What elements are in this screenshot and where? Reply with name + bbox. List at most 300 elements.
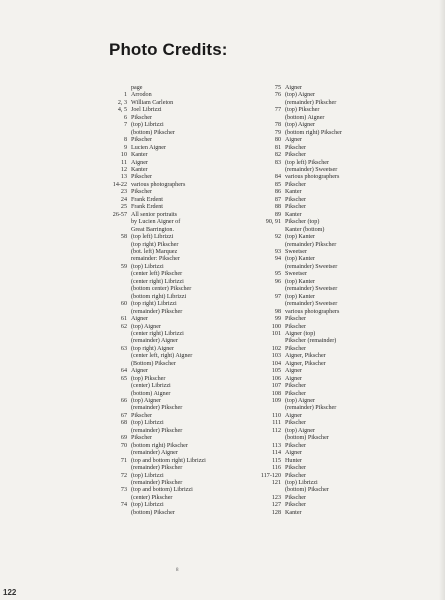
credit-photographer: (top right) Aigner <box>131 345 174 352</box>
credit-entry <box>107 435 257 442</box>
credit-page-number: 73 <box>120 487 127 494</box>
credit-photographer: Pikscher <box>285 323 306 330</box>
credit-photographer: Aigner <box>285 375 302 382</box>
credit-page-number: 103 <box>271 353 281 360</box>
credit-entry <box>258 420 408 427</box>
credit-entry <box>107 264 257 271</box>
credit-page-number: 110 <box>272 412 281 419</box>
credit-photographer: (top) Aigner <box>285 398 315 405</box>
credit-page-number: 83 <box>274 159 281 166</box>
credit-page-number <box>107 510 131 517</box>
credit-entry <box>107 286 257 293</box>
credit-photographer: Pikscher <box>131 435 152 442</box>
credit-photographer: (Bottom) Pikscher <box>131 360 176 367</box>
credit-entry <box>258 167 408 174</box>
credit-photographer: (top) Aigner <box>285 122 315 129</box>
credit-page-number <box>258 301 285 308</box>
credit-photographer: Joel Librizzi <box>131 107 162 114</box>
credit-entry <box>107 294 257 301</box>
credit-page-number: 71 <box>120 457 127 464</box>
credit-entry <box>258 189 408 196</box>
credit-entry <box>107 115 257 122</box>
credit-photographer: (bottom) Aigner <box>131 390 171 397</box>
credit-entry <box>107 398 257 405</box>
credit-page-number <box>107 286 131 293</box>
credit-page-number: 11 <box>121 159 127 166</box>
credit-entry <box>258 152 408 159</box>
credit-page-number: 80 <box>274 137 281 144</box>
credit-page-number <box>107 249 131 256</box>
credit-entry <box>258 264 408 271</box>
credit-entry <box>107 152 257 159</box>
credit-photographer: Aigner <box>285 137 302 144</box>
credit-page-number: 14-22 <box>112 181 127 188</box>
credit-entry <box>258 234 408 241</box>
credit-page-number: 8 <box>123 137 127 144</box>
credit-page-number: 4, 5 <box>117 107 127 114</box>
credit-entry <box>258 122 408 129</box>
credit-photographer: Pikscher <box>285 390 306 397</box>
credit-photographer: (center right) Librizzi <box>131 278 184 285</box>
credit-entry <box>258 376 408 383</box>
credit-photographer: various photographers <box>131 181 186 188</box>
credit-entry <box>258 413 408 420</box>
credit-page-number: 82 <box>274 152 281 159</box>
credit-page-number: 2, 3 <box>117 99 127 106</box>
credit-photographer: (top right) Librizzi <box>131 301 177 308</box>
credit-page-number <box>107 219 131 226</box>
credit-page-number: 117-120 <box>260 472 281 479</box>
page-number: 122 <box>3 588 17 597</box>
credit-entry <box>107 107 257 114</box>
credit-entry <box>107 420 257 427</box>
credit-page-number: 101 <box>271 330 281 337</box>
credit-entry <box>258 219 408 226</box>
credit-photographer: (bottom center) Pikscher <box>131 286 192 293</box>
credit-page-number <box>107 242 131 249</box>
credit-page-number <box>258 435 285 442</box>
credit-photographer: (bottom) Pikscher <box>131 509 175 516</box>
credit-entry <box>107 383 257 390</box>
credit-photographer: Pikscher <box>285 152 306 159</box>
credit-entry <box>258 361 408 368</box>
credit-page-number <box>107 338 131 345</box>
credit-photographer: (top) Librizzi <box>131 122 164 129</box>
credit-photographer: Pikscher <box>285 383 306 390</box>
credit-photographer: Kanter (bottom) <box>285 226 325 233</box>
credit-photographer: Pikscher <box>285 345 306 352</box>
credit-photographer: Aigner <box>285 450 302 457</box>
credit-photographer: Pikscher <box>285 465 306 472</box>
credit-entry <box>107 361 257 368</box>
credit-page-number: 58 <box>120 234 127 241</box>
credit-photographer: Pikscher <box>131 189 152 196</box>
credit-photographer: Pikscher <box>285 144 306 151</box>
credit-photographer: (top) Librizzi <box>285 480 318 487</box>
credit-photographer: (remainder) Pikscher <box>131 427 183 434</box>
credit-page-number <box>258 487 285 494</box>
credit-photographer: (bottom right) Pikscher <box>285 129 342 136</box>
credit-photographer: by Lucien Aigner of <box>131 219 181 226</box>
credit-page-number: 1 <box>123 92 127 99</box>
credit-entry <box>107 92 257 99</box>
credit-entry <box>258 458 408 465</box>
credit-entry <box>258 487 408 494</box>
credit-page-number <box>258 167 285 174</box>
credit-entry <box>107 189 257 196</box>
credit-entry <box>107 100 257 107</box>
credit-photographer: (top) Librizzi <box>131 263 164 270</box>
credit-photographer: (remainder) Pikscher <box>285 99 337 106</box>
credit-photographer: page <box>131 85 143 91</box>
credit-photographer: Great Barrington. <box>131 226 174 233</box>
credit-page-number: 102 <box>271 345 281 352</box>
credit-page-number <box>258 242 285 249</box>
credit-photographer: (top and bottom right) Librizzi <box>131 457 206 464</box>
credit-page-number: 87 <box>274 196 281 203</box>
credit-page-number: 24 <box>120 196 127 203</box>
credit-photographer: Aigner <box>131 316 148 323</box>
credit-entry <box>107 204 257 211</box>
credit-entry <box>258 405 408 412</box>
credit-page-number <box>107 227 131 234</box>
credit-entry <box>107 160 257 167</box>
credit-entry <box>107 405 257 412</box>
credit-entry <box>107 376 257 383</box>
credit-entry <box>258 368 408 375</box>
credit-entry <box>258 182 408 189</box>
credit-page-number <box>258 338 285 345</box>
credit-photographer: Pikscher <box>285 502 306 509</box>
credit-entry <box>258 100 408 107</box>
credit-photographer: (bottom) Pikscher <box>285 487 329 494</box>
credit-page-number: 62 <box>120 323 127 330</box>
credit-page-number <box>258 264 285 271</box>
credit-entry <box>107 309 257 316</box>
credit-photographer: (top) Librizzi <box>131 420 164 427</box>
credit-photographer: (center) Librizzi <box>131 383 171 390</box>
credit-photographer: various photographers <box>285 174 340 181</box>
credit-page-number: 94 <box>274 256 281 263</box>
credit-photographer: (bot. left) Marquez <box>131 248 178 255</box>
credit-entry <box>258 428 408 435</box>
credit-entry <box>258 502 408 509</box>
credit-photographer: (top and bottom) Librizzi <box>131 487 193 494</box>
credit-entry <box>258 145 408 152</box>
credit-page-number: 97 <box>274 293 281 300</box>
credit-photographer: (remainder) Pikscher <box>131 308 183 315</box>
credit-page-number: 93 <box>274 248 281 255</box>
credit-photographer: Kanter <box>285 189 302 196</box>
credit-page-number: 127 <box>271 502 281 509</box>
credit-entry <box>258 450 408 457</box>
credit-page-number <box>258 227 285 234</box>
credit-page-number: 112 <box>272 427 281 434</box>
credit-entry <box>107 249 257 256</box>
credit-entry <box>107 234 257 241</box>
credit-entry <box>258 256 408 263</box>
credit-entry <box>258 353 408 360</box>
credit-page-number: 69 <box>120 435 127 442</box>
credit-entry <box>258 286 408 293</box>
credit-entry <box>107 256 257 263</box>
credit-photographer: (remainder) Sweetser <box>285 301 338 308</box>
credit-photographer: (top left) Pikscher <box>285 159 329 166</box>
credit-page-number <box>107 465 131 472</box>
credit-photographer: (top) Librizzi <box>131 472 164 479</box>
credit-page-number: 59 <box>120 263 127 270</box>
credit-entry <box>258 391 408 398</box>
credit-entry <box>258 443 408 450</box>
credit-photographer: Frank Erdent <box>131 204 163 211</box>
credit-entry <box>107 182 257 189</box>
credit-photographer: (bottom) Pikscher <box>285 435 329 442</box>
credit-entry <box>258 227 408 234</box>
credit-entry <box>258 115 408 122</box>
credit-photographer: (bottom) Pikscher <box>131 129 175 136</box>
credit-photographer: (remainder) Sweetser <box>285 263 338 270</box>
credit-page-number <box>107 256 131 263</box>
credit-photographer: Kanter <box>131 166 148 173</box>
credit-page-number <box>258 115 285 122</box>
credit-entry <box>107 85 257 92</box>
credit-page-number <box>107 480 131 487</box>
credit-page-number: 68 <box>120 420 127 427</box>
credit-entry <box>107 316 257 323</box>
credit-page-number <box>107 361 131 368</box>
credit-photographer: Aigner <box>285 368 302 375</box>
credit-photographer: Pikscher <box>131 412 152 419</box>
credit-page-number: 121 <box>271 480 281 487</box>
credit-photographer: William Carleton <box>131 99 174 106</box>
credit-entry <box>107 331 257 338</box>
credit-page-number: 72 <box>120 472 127 479</box>
credit-photographer: Pikscher (top) <box>285 219 320 226</box>
credit-photographer: Aigner <box>285 85 302 91</box>
credit-photographer: All senior portraits <box>131 211 178 218</box>
credit-photographer: (top) Aigner <box>131 323 161 330</box>
credit-entry <box>107 487 257 494</box>
credit-page-number: 86 <box>274 189 281 196</box>
credit-photographer: (remainder) Pikscher <box>131 465 183 472</box>
credit-entry <box>107 338 257 345</box>
credit-photographer: (center left) Pikscher <box>131 271 183 278</box>
credit-page-number: 7 <box>123 122 127 129</box>
credit-photographer: Frank Erdent <box>131 196 163 203</box>
credit-photographer: Pikscher <box>285 196 306 203</box>
credit-page-number: 81 <box>274 144 281 151</box>
credit-photographer: (top) Aigner <box>131 398 161 405</box>
credit-entry <box>107 443 257 450</box>
credit-entry <box>258 435 408 442</box>
credit-photographer: Sweetser <box>285 271 307 278</box>
credit-photographer: Pikscher <box>285 316 306 323</box>
credit-page-number: 10 <box>120 152 127 159</box>
credit-photographer: (remainder) Pikscher <box>285 241 337 248</box>
credit-page-number <box>107 405 131 412</box>
credit-photographer: Pikscher <box>131 137 152 144</box>
credit-entry <box>258 249 408 256</box>
credit-photographer: Sweetser <box>285 248 307 255</box>
credit-entry <box>258 197 408 204</box>
credit-entry <box>258 204 408 211</box>
credit-page-number: 90, 91 <box>265 219 281 226</box>
credit-photographer: (center right) Librizzi <box>131 330 184 337</box>
credit-page-number: 111 <box>272 420 281 427</box>
credit-page-number: 113 <box>272 442 281 449</box>
credit-photographer: Kanter <box>285 509 302 516</box>
credit-page-number <box>107 391 131 398</box>
credit-page-number <box>107 495 131 502</box>
credit-entry <box>258 301 408 308</box>
credit-entry <box>107 368 257 375</box>
credit-photographer: Pikscher <box>285 472 306 479</box>
credit-photographer: Kanter <box>131 152 148 159</box>
credit-photographer: (remainder) Pikscher <box>131 480 183 487</box>
credit-page-number: 84 <box>274 174 281 181</box>
credit-entry <box>107 510 257 517</box>
credit-entry <box>107 197 257 204</box>
credit-entry <box>107 174 257 181</box>
credit-entry <box>258 242 408 249</box>
credit-photographer: Hunter <box>285 457 302 464</box>
credit-entry <box>107 465 257 472</box>
credit-photographer: (bottom right) Pikscher <box>131 442 188 449</box>
credit-page-number: 26-57 <box>112 211 127 218</box>
credit-entry <box>107 473 257 480</box>
credit-photographer: (remainder) Pikscher <box>131 405 183 412</box>
credit-photographer: remainder: Pikscher <box>131 256 180 263</box>
credit-page-number: 60 <box>120 301 127 308</box>
credit-entry <box>107 413 257 420</box>
credit-page-number: 107 <box>271 383 281 390</box>
credit-page-number: 61 <box>120 316 127 323</box>
credit-page-number: 108 <box>271 390 281 397</box>
credit-photographer: (top) Librizzi <box>131 502 164 509</box>
credit-photographer: Aigner <box>131 368 148 375</box>
credit-entry <box>107 242 257 249</box>
credit-photographer: (remainder) Aigner <box>131 450 178 457</box>
credit-page-number <box>107 353 131 360</box>
credit-entry <box>107 502 257 509</box>
credit-page-number <box>107 271 131 278</box>
credit-page-number <box>258 405 285 412</box>
credit-photographer: (top left) Librizzi <box>131 234 174 241</box>
credit-photographer: (top) Kanter <box>285 278 315 285</box>
credit-page-number: 74 <box>120 502 127 509</box>
credit-page-number: 12 <box>120 166 127 173</box>
credit-page-number: 63 <box>120 345 127 352</box>
credit-page-number: 109 <box>271 398 281 405</box>
credit-entry <box>258 495 408 502</box>
credit-photographer: Aigner (top) <box>285 330 316 337</box>
credit-photographer: (center left, right) Aigner <box>131 353 193 360</box>
credit-page-number: 78 <box>274 122 281 129</box>
credit-entry <box>107 122 257 129</box>
credit-entry <box>258 130 408 137</box>
credit-page-number <box>107 331 131 338</box>
credit-photographer: Pikscher <box>285 181 306 188</box>
credit-entry <box>258 324 408 331</box>
credit-photographer: Pikscher <box>285 494 306 501</box>
credit-entry <box>107 301 257 308</box>
credit-entry <box>107 137 257 144</box>
credit-photographer: (top) Pikscher <box>285 107 320 114</box>
credit-entry <box>258 107 408 114</box>
credit-entry <box>107 271 257 278</box>
credit-photographer: (remainder) Sweetser <box>285 166 338 173</box>
credit-page-number: 98 <box>274 308 281 315</box>
credit-page-number: 106 <box>271 375 281 382</box>
credit-photographer: Pikscher <box>285 442 306 449</box>
credit-photographer: (top) Kanter <box>285 293 315 300</box>
credit-page-number: 76 <box>274 92 281 99</box>
credit-page-number <box>107 428 131 435</box>
credit-photographer: (top) Kanter <box>285 234 315 241</box>
credit-page-number: 85 <box>274 181 281 188</box>
credit-page-number: 92 <box>274 234 281 241</box>
credit-page-number: 77 <box>274 107 281 114</box>
credit-photographer: (top right) Pikscher <box>131 241 179 248</box>
credit-photographer: (remainder) Sweetser <box>285 286 338 293</box>
credit-page-number: 66 <box>120 398 127 405</box>
credit-entry <box>107 458 257 465</box>
credit-entry <box>258 383 408 390</box>
credit-entry <box>258 160 408 167</box>
credit-photographer: (top) Kanter <box>285 256 315 263</box>
credit-photographer: Lucien Aigner <box>131 144 167 151</box>
credit-page-number <box>258 286 285 293</box>
credit-photographer: (remainder) Aigner <box>131 338 178 345</box>
credit-entry <box>258 271 408 278</box>
credit-page-number: 114 <box>272 450 281 457</box>
credit-page-number: 13 <box>120 174 127 181</box>
credit-photographer: (bottom) Aigner <box>285 114 325 121</box>
credit-page-number <box>107 309 131 316</box>
credit-entry <box>258 346 408 353</box>
credit-entry <box>107 145 257 152</box>
credit-photographer: (bottom right) Librizzi <box>131 293 187 300</box>
credit-entry <box>258 480 408 487</box>
credit-entry <box>258 473 408 480</box>
credit-page-number: 75 <box>274 85 281 91</box>
credit-entry <box>107 495 257 502</box>
credit-entry <box>107 227 257 234</box>
credit-photographer: (top) Aigner <box>285 92 315 99</box>
credit-photographer: Aigner <box>285 412 302 419</box>
credit-page-number: 65 <box>120 375 127 382</box>
credit-photographer: various photographers <box>285 308 340 315</box>
credit-entry <box>258 316 408 323</box>
page-title: Photo Credits: <box>109 40 228 59</box>
credit-page-number: 116 <box>272 465 281 472</box>
credit-page-number: 79 <box>274 129 281 136</box>
credit-photographer: Pikscher <box>131 174 152 181</box>
credit-entry <box>107 324 257 331</box>
credit-photographer: Pikscher (remainder) <box>285 338 337 345</box>
credit-photographer: Aigner <box>131 159 148 166</box>
credit-page-number <box>107 383 131 390</box>
credit-page-number: 95 <box>274 271 281 278</box>
credit-photographer: (remainder) Pikscher <box>285 405 337 412</box>
credit-photographer: (center) Pikscher <box>131 494 173 501</box>
credit-entry <box>258 309 408 316</box>
credit-entry <box>258 92 408 99</box>
credit-page-number: 128 <box>271 509 281 516</box>
credit-photographer: Pikscher <box>285 204 306 211</box>
credit-page-number: 67 <box>120 412 127 419</box>
credit-photographer: Aigner, Pikscher <box>285 360 326 367</box>
